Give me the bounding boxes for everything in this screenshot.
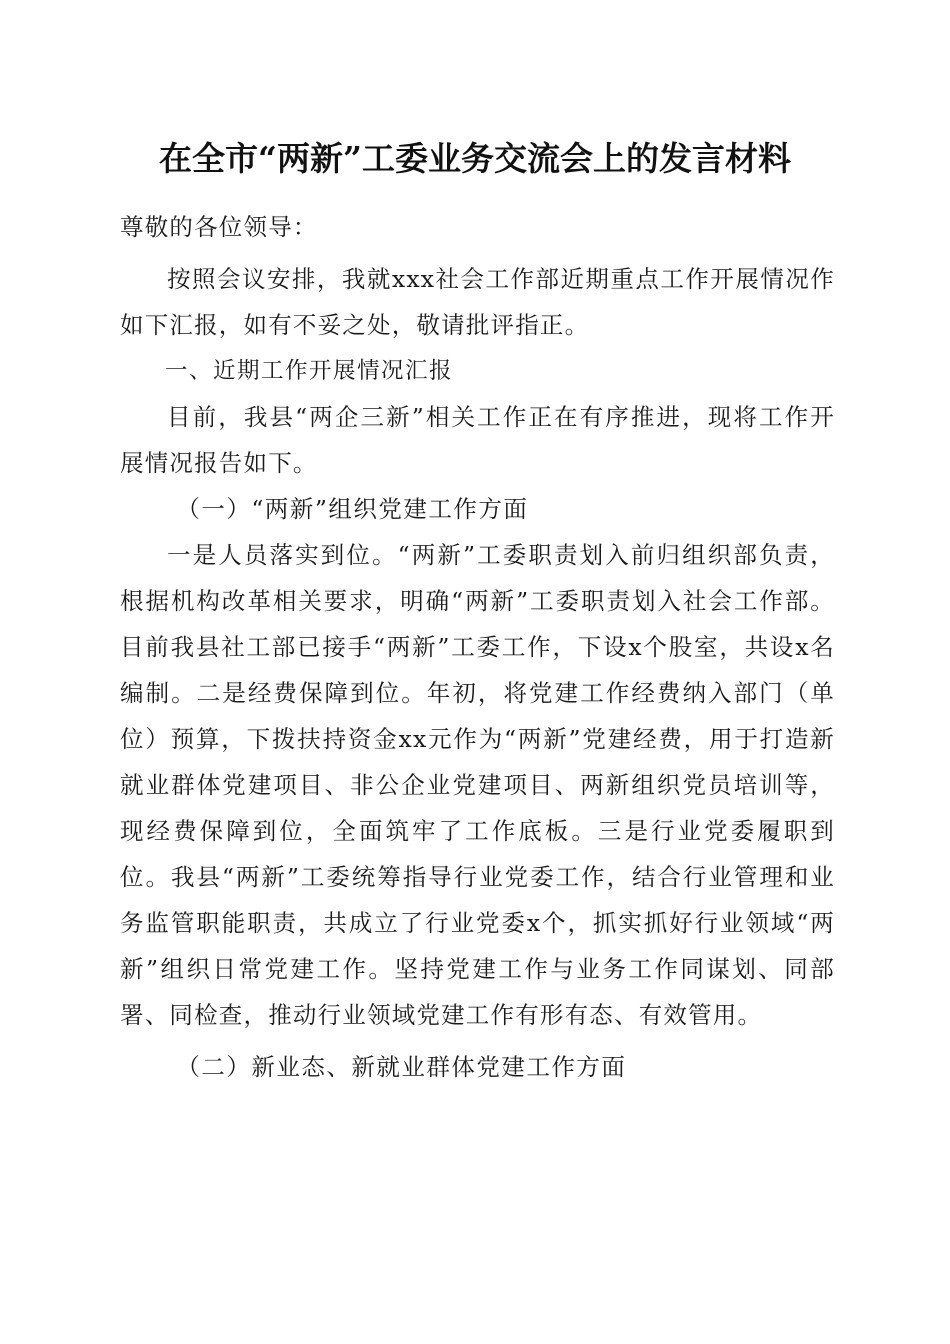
subsection1-body-paragraph: 一是人员落实到位。“两新”工委职责划入前归组织部负责，根据机构改革相关要求，明确“两新”工委职责划入社会工作部。目前我县社工部已接手“两新”工委工作，下设x个股室，共设x名编制。二是经费保障到位。年初，将党建工作经费纳入部门（单位）预算，下拨扶持资金xx元作为“两新”党建经费，用于打造新就业群体党建项目、非公企业党建项目、两新组织党员培训等，现经费保障到位，全面筑牢了工作底板。三是行业党委履职到位。我县“两新”工委统筹指导行业党委工作，结合行业管理和业务监管职能职责，共成立了行业党委x个，抓实抓好行业领域“两新”组织日常党建工作。坚持党建工作与业务工作同谋划、同部署、同检查，推动行业领域党建工作有形有态、有效管用。 bbox=[120, 541, 835, 1029]
document-body bbox=[120, 204, 835, 1090]
document-title: 在全市“两新”工委业务交流会上的发言材料 bbox=[159, 139, 791, 178]
intro-paragraph: 按照会议安排，我就xxx社会工作部近期重点工作开展情况作如下汇报，如有不妥之处，敬请批评指正。 bbox=[120, 265, 835, 339]
greeting: 尊敬的各位领导： bbox=[120, 213, 318, 241]
subsection-heading-1: （一）“两新”组织党建工作方面 bbox=[176, 495, 529, 523]
subsection-heading-2: （二）新业态、新就业群体党建工作方面 bbox=[176, 1053, 627, 1081]
section-heading-1: 一、近期工作开展情况汇报 bbox=[165, 358, 454, 384]
section1-intro-paragraph: 目前，我县“两企三新”相关工作正在有序推进，现将工作开展情况报告如下。 bbox=[120, 403, 835, 477]
